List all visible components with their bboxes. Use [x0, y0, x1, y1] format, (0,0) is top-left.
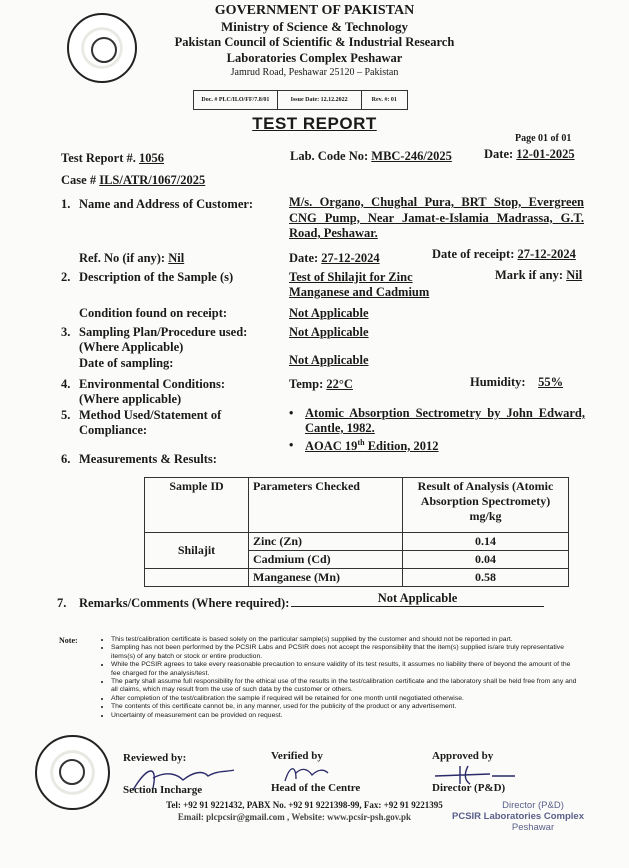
lab-code-row: Lab. Code No: MBC-246/2025 — [290, 149, 452, 163]
value-cell: 0.04 — [403, 551, 569, 569]
case-row: Case # ILS/ATR/1067/2025 — [61, 173, 206, 187]
item-4-label2: (Where applicable) — [79, 392, 182, 406]
ref-date-row: Date: 27-12-2024 — [289, 251, 380, 265]
table-row — [145, 533, 569, 551]
receipt-date-row: Date of receipt: 27-12-2024 — [432, 247, 576, 261]
header-sample-id: Sample ID — [145, 478, 249, 533]
note-item: • The party shall assume full responsibility for the ethical use of the results in the test/calibration certificate and the laboratory shall be held free from any and all claims, which may result from the use of such data by the customer or others. — [111, 678, 579, 695]
remarks-label: Remarks/Comments (Where required): — [79, 596, 290, 610]
header-parameters: Parameters Checked — [249, 478, 403, 533]
table-row — [145, 569, 569, 587]
item-6-label: Measurements & Results: — [79, 452, 217, 466]
report-number: 1056 — [139, 151, 165, 165]
sampling-date-label: Date of sampling: — [79, 356, 174, 370]
case-number: ILS/ATR/1067/2025 — [99, 173, 206, 187]
condition-value: Not Applicable — [289, 306, 369, 320]
receipt-date: 27-12-2024 — [517, 247, 576, 261]
item-4-number: 4. — [61, 377, 71, 391]
header-result: Result of Analysis (Atomic Absorption Spectromety) mg/kg — [403, 478, 569, 533]
temperature-row: Temp: 22°C — [289, 377, 353, 391]
param-cell: Cadmium (Cd) — [249, 551, 403, 569]
note-item: • While the PCSIR agrees to take every reasonable precaution to ensure validity of its test results, it assumes no liability there of beyond the amount of the fee charged for the analysis/test. — [111, 661, 579, 678]
humidity-row: Humidity: 55% — [470, 375, 564, 389]
item-5-label2: Compliance: — [79, 423, 148, 437]
item-1-number: 1. — [61, 197, 71, 211]
header-address: Jamrud Road, Peshawar 25120 – Pakistan — [230, 67, 399, 78]
revision-number: Rev. #: 01 — [371, 97, 397, 103]
notes-label: Note: — [59, 636, 78, 645]
sample-description: Test of Shilajit for Zinc Manganese and Cadmium — [289, 270, 430, 299]
humidity-value: 55% — [538, 375, 564, 389]
condition-label: Condition found on receipt: — [79, 306, 228, 320]
param-cell: Zinc (Zn) — [249, 533, 403, 551]
customer-name-address: M/s. Organo, Chughal Pura, BRT Stop, Evergreen CNG Pump, Near Jamat-e-Islamia Madrassa, G.T. Road, Peshawar. — [289, 195, 584, 240]
results-table — [144, 477, 569, 587]
stamp-line-1: Director (P&D) — [502, 800, 564, 811]
ref-date: 27-12-2024 — [321, 251, 380, 265]
header-line2: Ministry of Science & Technology — [220, 19, 409, 34]
sample-id-cell: Shilajit — [145, 533, 249, 569]
method-1: Atomic Absorption Sectrometry by John Edward, Cantle, 1982. — [305, 406, 585, 435]
reviewed-label: Reviewed by: — [123, 752, 187, 764]
stamp-line-3: Peshawar — [511, 822, 555, 833]
report-title: TEST REPORT — [252, 114, 377, 133]
item-2-number: 2. — [61, 270, 71, 284]
ref-value: Nil — [168, 251, 185, 265]
issue-date: Issue Date: 12.12.2022 — [278, 91, 362, 109]
item-3-label: Sampling Plan/Procedure used: — [79, 325, 248, 339]
note-item: • After completion of the test/calibration the sample if required will be retained for one month until negotiated otherwise. — [111, 695, 579, 703]
note-item: • This test/calibration certificate is based solely on the particular sample(s) supplied by the customer and should not be reported in part. — [111, 636, 579, 644]
pcsir-seal-stamp — [35, 735, 110, 810]
footer-tel: Tel: +92 91 9221432, PABX No. +92 91 9221398-99, Fax: +92 91 9221395 — [166, 800, 443, 810]
verified-label: Verified by — [271, 750, 323, 762]
footer-email: Email: plcpcsir@gmail.com , Website: www.pcsir-psh.gov.pk — [177, 812, 412, 822]
page-number: Page 01 of 01 — [515, 133, 572, 144]
item-1-label: Name and Address of Customer: — [79, 197, 254, 211]
header-line4: Laboratories Complex Peshawar — [226, 51, 403, 65]
remarks-value: Not Applicable — [291, 591, 544, 607]
param-cell: Manganese (Mn) — [249, 569, 403, 587]
report-number-row: Test Report #. 1056 — [61, 151, 165, 165]
stamp-line-2: PCSIR Laboratories Complex — [452, 811, 584, 822]
header-line1: GOVERNMENT OF PAKISTAN — [214, 3, 415, 18]
document-control-box — [193, 90, 408, 110]
header-line3: Pakistan Council of Scientific & Industrial Research — [174, 35, 455, 49]
item-3-label2: (Where Applicable) — [79, 340, 184, 354]
report-date: 12-01-2025 — [516, 147, 575, 161]
sampling-date-value: Not Applicable — [289, 353, 369, 367]
temperature-value: 22°C — [326, 377, 353, 391]
verified-title: Head of the Centre — [271, 782, 361, 794]
remarks-number: 7. — [57, 596, 67, 610]
ref-row: Ref. No (if any): Nil — [79, 251, 185, 265]
lab-code: MBC-246/2025 — [371, 149, 452, 163]
approved-label: Approved by — [432, 750, 494, 762]
note-item: • Uncertainty of measurement can be provided on request. — [111, 712, 579, 720]
doc-number: Doc. # PLC/ILO/FF/7.8/01 — [194, 91, 278, 109]
notes-section — [59, 636, 579, 720]
sampling-plan-value: Not Applicable — [289, 325, 369, 339]
method-list: • Atomic Absorption Sectrometry by John Edward, Cantle, 1982. • AOAC 19th Edition, 2012 — [289, 406, 585, 454]
mark-row: Mark if any: Nil — [495, 268, 583, 282]
item-4-label: Environmental Conditions: — [79, 377, 225, 391]
report-date-row: Date: 12-01-2025 — [484, 147, 575, 161]
approved-title: Director (P&D) — [432, 782, 506, 794]
method-2: AOAC 19th Edition, 2012 — [305, 438, 439, 454]
reviewed-title: Section Incharge — [123, 784, 203, 796]
value-cell: 0.58 — [403, 569, 569, 587]
item-6-number: 6. — [61, 452, 71, 466]
item-2-label: Description of the Sample (s) — [79, 270, 234, 284]
item-5-number: 5. — [61, 408, 71, 422]
item-5-label: Method Used/Statement of — [79, 408, 222, 422]
mark-value: Nil — [566, 268, 583, 282]
note-item: • Sampling has not been performed by the PCSIR Labs and PCSIR does not accept the responsibility that the item(s) supplied is/are truly representative items(s) of any batch or stock or entire production. — [111, 644, 579, 661]
item-3-number: 3. — [61, 325, 71, 339]
value-cell: 0.14 — [403, 533, 569, 551]
note-item: • The contents of this certificate cannot be, in any manner, used for the publicity of the product or any advertisement. — [111, 703, 579, 711]
